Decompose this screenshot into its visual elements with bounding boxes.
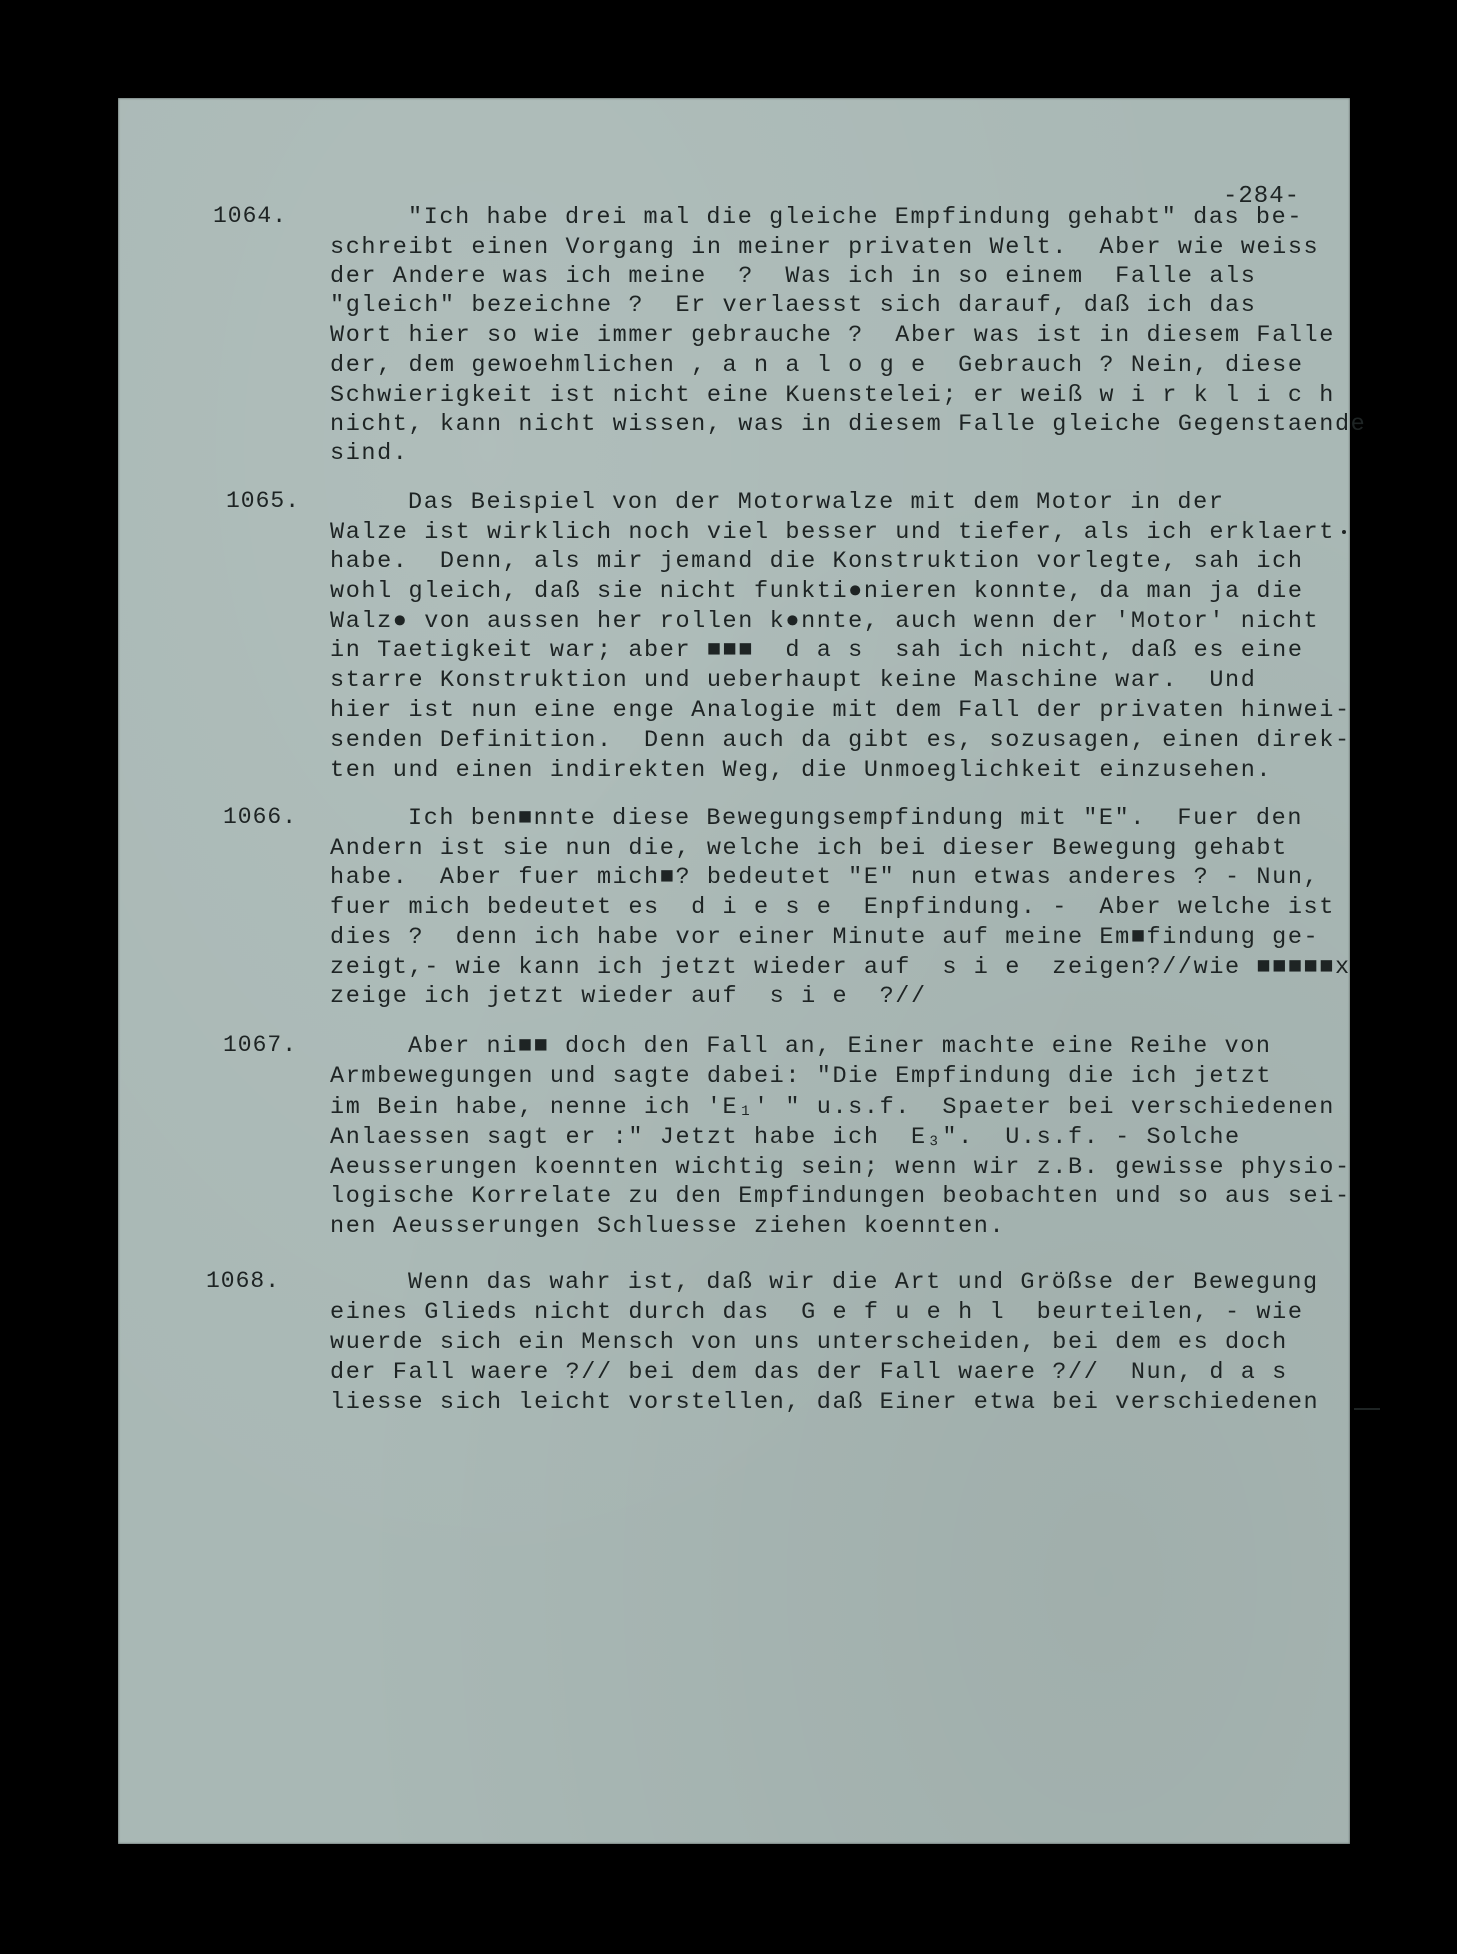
text-line: habe. Denn, als mir jemand die Konstruktion vorlegte, sah ich [330,548,1304,575]
margin-mark [1354,1408,1380,1410]
text-line: logische Korrelate zu den Empfindungen beobachten und so aus sei- [330,1183,1351,1210]
text-line: starre Konstruktion und ueberhaupt keine Maschine war. Und [330,667,1257,694]
entry-number: 1067. [223,1032,298,1058]
text-line: hier ist nun eine enge Analogie mit dem Fall der privaten hinwei- [330,697,1351,724]
text-line: Wenn das wahr ist, daß wir die Art und Größse der Bewegung [408,1269,1319,1296]
text-line: wuerde sich ein Mensch von uns unterscheiden, bei dem es doch [330,1329,1288,1356]
text-line: zeigt,- wie kann ich jetzt wieder auf s i e zeigen?//wie ■■■■■x [330,954,1351,981]
text-line: Wort hier so wie immer gebrauche ? Aber was ist in diesem Falle [330,322,1335,349]
text-line: wohl gleich, daß sie nicht funkti●nieren konnte, da man ja die [330,578,1304,605]
text-line: senden Definition. Denn auch da gibt es, sozusagen, einen direk- [330,727,1351,754]
text-line: Andern ist sie nun die, welche ich bei dieser Bewegung gehabt [330,835,1288,862]
entry-number: 1068. [206,1268,281,1294]
text-line: Aber ni■■ doch den Fall an, Einer machte eine Reihe von [408,1033,1272,1060]
entry-number: 1066. [223,804,298,830]
text-line: im Bein habe, nenne ich 'E₁' " u.s.f. Spaeter bei verschiedenen [330,1094,1335,1121]
text-line: nen Aeusserungen Schluesse ziehen koennten. [330,1213,1006,1240]
text-line: habe. Aber fuer mich■? bedeutet "E" nun etwas anderes ? - Nun, [330,864,1320,891]
text-line: "Ich habe drei mal die gleiche Empfindung gehabt" das be- [408,204,1304,231]
text-line: schreibt einen Vorgang in meiner privaten Welt. Aber wie weiss [330,234,1320,261]
text-line: Aeusserungen koennten wichtig sein; wenn wir z.B. gewisse physio- [330,1154,1351,1181]
text-line: Schwierigkeit ist nicht eine Kuenstelei; er weiß w i r k l i c h [330,382,1335,409]
text-line: der Andere was ich meine ? Was ich in so einem Falle als [330,263,1257,290]
text-line: der Fall waere ?// bei dem das der Fall waere ?// Nun, d a s [330,1359,1288,1386]
text-line: Ich ben■nnte diese Bewegungsempfindung mit "E". Fuer den [408,805,1304,832]
text-line: liesse sich leicht vorstellen, daß Einer etwa bei verschiedenen [330,1389,1320,1416]
text-line: ten und einen indirekten Weg, die Unmoeglichkeit einzusehen. [330,757,1273,784]
text-line: sind. [330,440,409,467]
text-line: zeige ich jetzt wieder auf s i e ?// [330,983,927,1010]
text-line: eines Glieds nicht durch das G e f u e h l beurteilen, - wie [330,1299,1304,1326]
text-line: Walz● von aussen her rollen k●nnte, auch wenn der 'Motor' nicht [330,608,1320,635]
entry-number: 1065. [226,488,301,514]
document-page [118,98,1367,1844]
text-line: der, dem gewoehmlichen , a n a l o g e Gebrauch ? Nein, diese [330,352,1304,379]
text-line: "gleich" bezeichne ? Er verlaesst sich darauf, daß ich das [330,292,1257,319]
text-line: in Taetigkeit war; aber ■■■ d a s sah ich nicht, daß es eine [330,637,1304,664]
margin-mark [1342,530,1346,534]
text-line: Anlaessen sagt er :" Jetzt habe ich E₃". U.s.f. - Solche [330,1124,1241,1151]
text-line: dies ? denn ich habe vor einer Minute auf meine Em■findung ge- [330,924,1320,951]
text-line: nicht, kann nicht wissen, was in diesem Falle gleiche Gegenstaende [330,411,1367,438]
text-line: Das Beispiel von der Motorwalze mit dem Motor in der [408,489,1225,516]
page-number: -284- [1222,183,1300,210]
text-line: fuer mich bedeutet es d i e s e Enpfindung. - Aber welche ist [330,894,1335,921]
entry-number: 1064. [213,203,288,229]
text-line: Walze ist wirklich noch viel besser und tiefer, als ich erklaert [330,519,1335,546]
text-line: Armbewegungen und sagte dabei: "Die Empfindung die ich jetzt [330,1063,1273,1090]
